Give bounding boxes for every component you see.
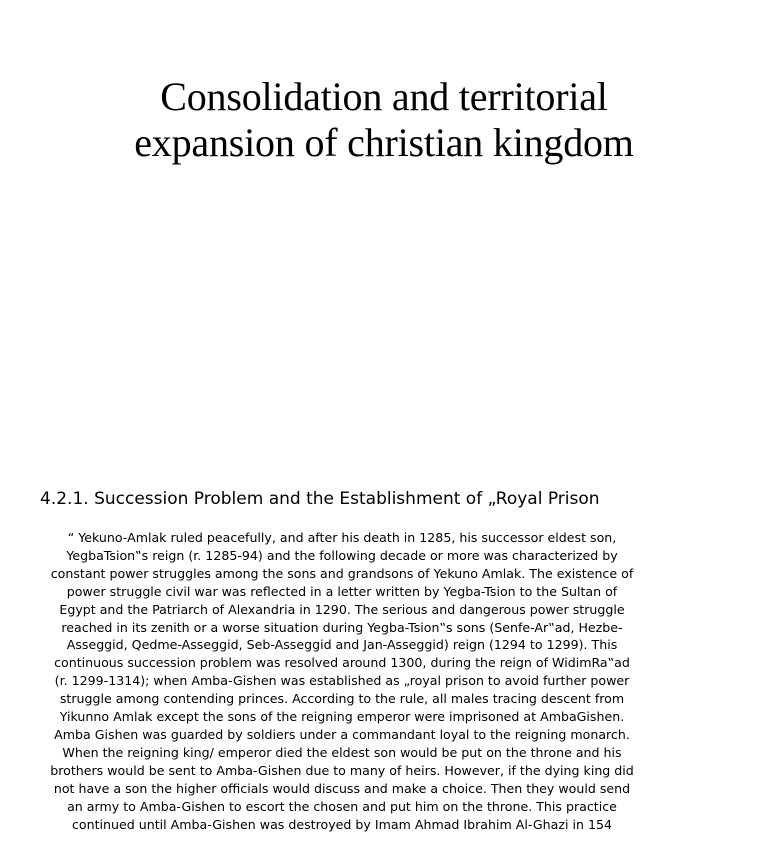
- section-heading: 4.2.1. Succession Problem and the Establishment of „Royal Prison: [40, 489, 600, 509]
- paragraph-line: “ Yekuno-Amlak ruled peacefully, and after his death in 1285, his successor eldest son,: [67, 530, 617, 545]
- paragraph-line: Egypt and the Patriarch of Alexandria in 1290. The serious and dangerous power struggle: [59, 601, 625, 617]
- title-line-2: expansion of christian kingdom: [134, 120, 634, 165]
- paragraph-line: reached in its zenith or a worse situation during Yegba-Tsion‟s sons (Senfe-Ar‟ad, Hezbe-: [61, 619, 623, 635]
- paragraph-line: YegbaTsion‟s reign (r. 1285-94) and the following decade or more was characterized by: [66, 547, 618, 563]
- page-title: [60, 74, 708, 166]
- paragraph-line: brothers would be sent to Amba-Gishen due to many of heirs. However, if the dying king did: [50, 762, 634, 778]
- paragraph-line: Yikunno Amlak except the sons of the reigning emperor were imprisoned at AmbaGishen.: [59, 709, 625, 725]
- paragraph-line: an army to Amba-Gishen to escort the chosen and put him on the throne. This practice: [67, 798, 617, 814]
- paragraph-line: continuous succession problem was resolved around 1300, during the reign of WidimRa‟ad: [54, 655, 630, 671]
- paragraph-line: When the reigning king/ emperor died the eldest son would be put on the throne and his: [62, 744, 622, 760]
- body-paragraph: [22, 529, 662, 833]
- paragraph-line: Asseggid, Qedme-Asseggid, Seb-Asseggid and Jan-Asseggid) reign (1294 to 1299). This: [66, 637, 618, 653]
- paragraph-line: struggle among contending princes. According to the rule, all males tracing descent from: [59, 691, 625, 707]
- paragraph-line: continued until Amba-Gishen was destroyed by Imam Ahmad Ibrahim Al-Ghazi in 154: [72, 816, 612, 832]
- paragraph-line: (r. 1299-1314); when Amba-Gishen was established as „royal prison to avoid further power: [54, 673, 630, 689]
- paragraph-line: constant power struggles among the sons and grandsons of Yekuno Amlak. The existence of: [50, 565, 634, 581]
- title-line-1: Consolidation and territorial: [160, 74, 608, 119]
- paragraph-line: power struggle civil war was reflected in a letter written by Yegba-Tsion to the Sultan of: [66, 583, 618, 599]
- paragraph-line: not have a son the higher officials would discuss and make a choice. Then they would send: [53, 780, 631, 796]
- paragraph-line: Amba Gishen was guarded by soldiers under a commandant loyal to the reigning monarch.: [54, 726, 630, 742]
